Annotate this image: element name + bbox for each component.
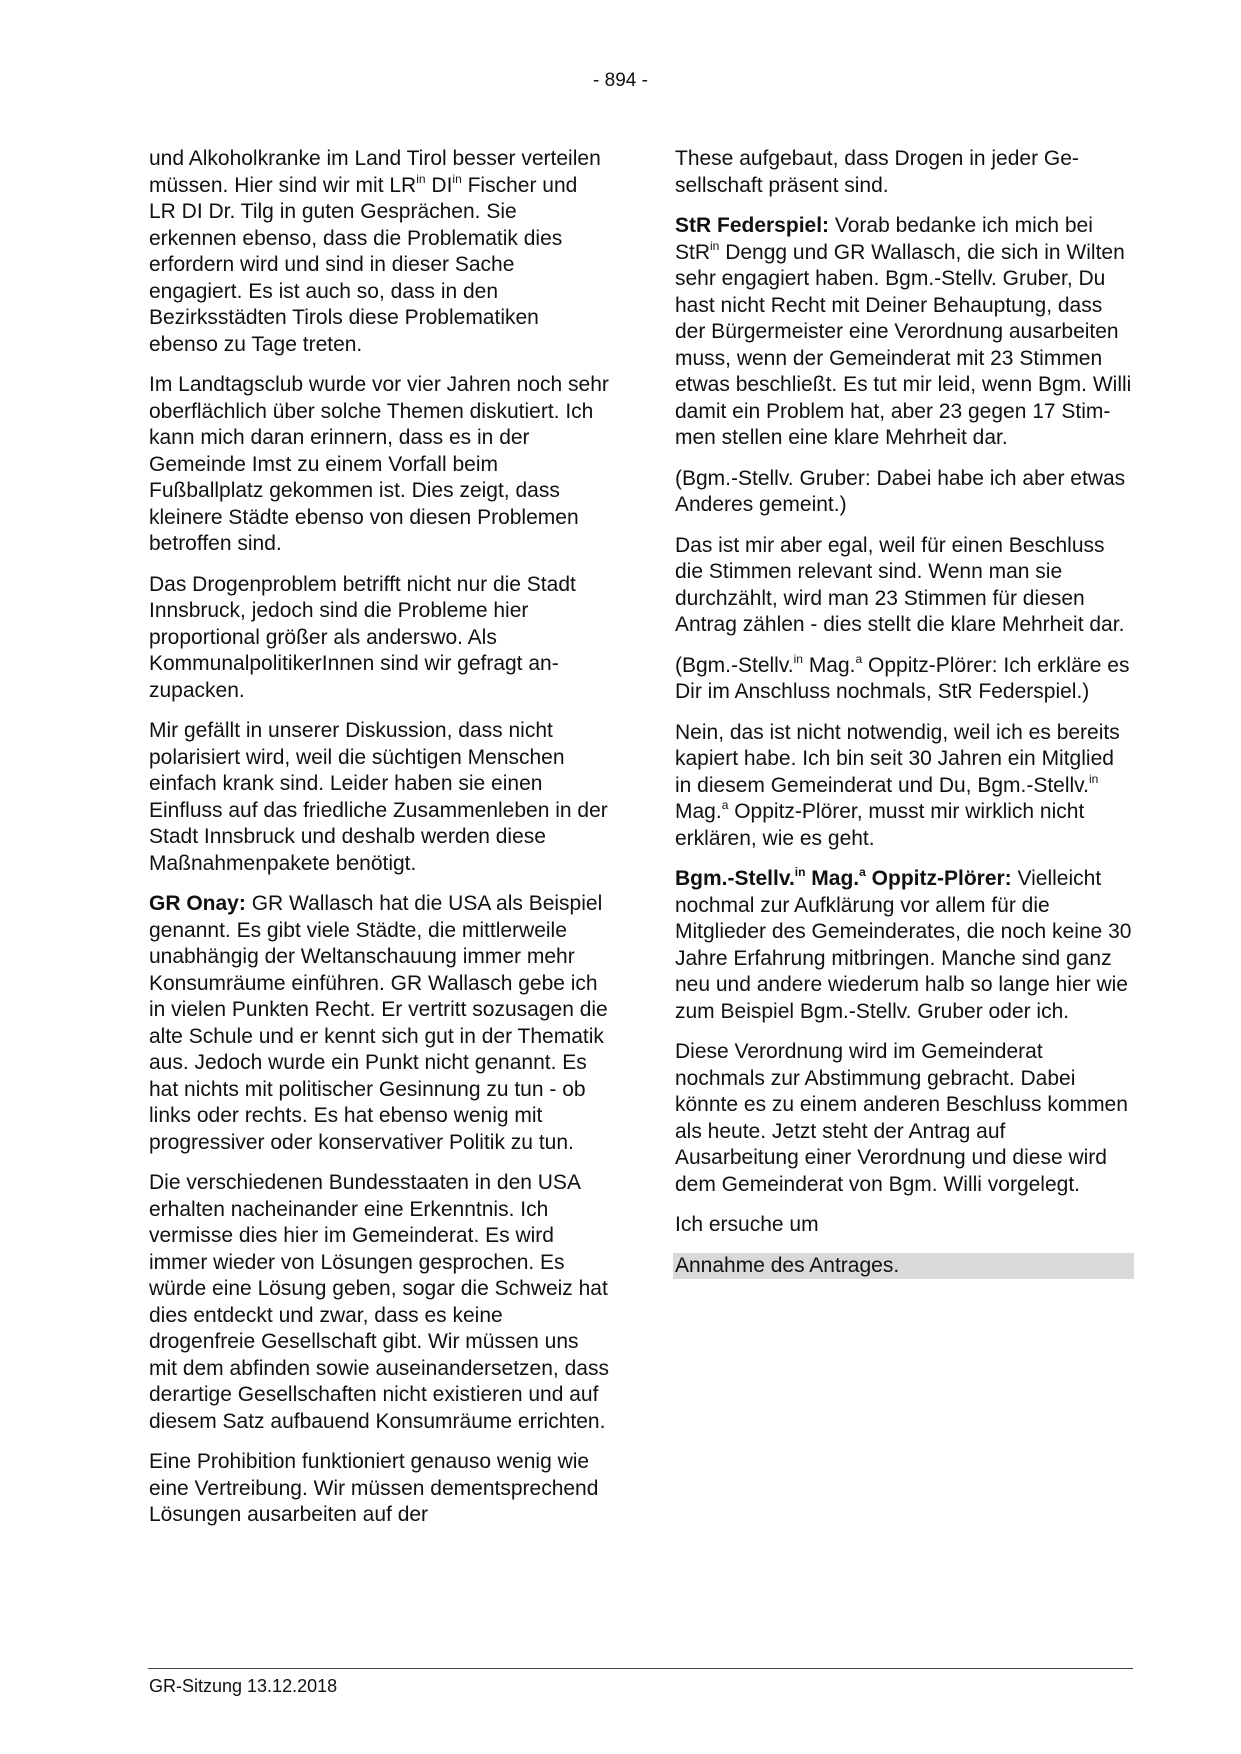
paragraph (149, 372, 609, 558)
left-column (149, 146, 609, 1543)
paragraph-text: (Bgm.-Stellv. Gruber: Dabei habe ich aber etwas Anderes gemeint.) (675, 466, 1126, 516)
paragraph-text: Das ist mir aber egal, weil für einen Beschluss die Stimmen relevant sind. Wenn man sie durchzählt, wird man 23 Stimmen für diesen Antrag zählen - dies stellt die klare Mehrheit dar. (675, 533, 1125, 636)
superscript-suffix: a (721, 798, 729, 812)
paragraph-text: Eine Prohibition funktioniert genauso wenig wie eine Vertreibung. Wir müssen dementsprechend Lösungen ausarbeiten auf der (149, 1450, 599, 1526)
paragraph-text: Oppitz-Plörer: Ich erkläre es Dir im Anschluss nochmals, StR Federspiel.) (675, 653, 1130, 703)
paragraph-text: DI (425, 173, 453, 197)
paragraph-text: GR Wallasch hat die USA als Beispiel genannt. Es gibt viele Städte, die mittlerweile unabhängig der Weltanschauung immer mehr Konsumräume einführen. GR Wallasch gebe ich in vielen Punkten Recht. Er vertritt sozusagen die alte Schule und er kennt sich gut in der Thematik aus. Jedoch wurde ein Punkt nicht genannt. Es hat nichts mit politischer Gesinnung zu tun - ob links oder rechts. Es hat ebenso wenig mit progressiver oder konservativer Politik zu tun. (149, 892, 608, 1154)
superscript-suffix: a (859, 865, 866, 879)
paragraph-text: Vorab bedanke ich mich bei StR (675, 214, 1093, 264)
paragraph-text: Fischer und LR DI Dr. Tilg in guten Gesprächen. Sie erkennen ebenso, dass die Problematik dies erfordern wird und sind in dieser Sache engagiert. Es ist auch so, dass in den Bezirksstädten Tirols diese Problematiken ebenso zu Tage treten. (149, 173, 578, 356)
paragraph (675, 653, 1132, 706)
paragraph (675, 466, 1132, 519)
paragraph (149, 891, 609, 1156)
paragraph (675, 533, 1132, 639)
highlighted-motion (673, 1253, 1134, 1280)
paragraph (675, 720, 1132, 853)
footer-session-date: GR-Sitzung 13.12.2018 (149, 1676, 338, 1696)
paragraph-text: Oppitz-Plörer, musst mir wirklich nicht erklären, wie es geht. (675, 800, 1085, 850)
paragraph-text: Das Drogenproblem betrifft nicht nur die Stadt Innsbruck, jedoch sind die Probleme hier proportional größer als anderswo. Als KommunalpolitikerInnen sind wir gefragt anzupacken. (149, 572, 576, 702)
speaker-name: Mag. (805, 867, 860, 890)
paragraph-text: These aufgebaut, dass Drogen in jeder Gesellschaft präsent sind. (675, 147, 1079, 197)
paragraph-text: Diese Verordnung wird im Gemeinderat nochmals zur Abstimmung gebracht. Dabei könnte es zu einem anderen Beschluss kommen als heute. Jetzt steht der Antrag auf Ausarbeitung einer Verordnung und diese wird dem Gemeinderat von Bgm. Willi vorgelegt. (675, 1040, 1128, 1196)
speaker-name: StR Federspiel: (675, 214, 830, 237)
paragraph-text: und Alkoholkranke im Land Tirol besser verteilen müssen. Hier sind wir mit LR (149, 147, 601, 197)
paragraph (149, 572, 609, 705)
right-column (675, 146, 1132, 1293)
superscript-suffix: in (452, 171, 462, 186)
paragraph (675, 1212, 1132, 1239)
paragraph (675, 146, 1132, 199)
paragraph (149, 146, 609, 358)
paragraph-text: Annahme des Antrages. (675, 1253, 900, 1277)
superscript-suffix: in (416, 171, 426, 186)
paragraph-text: Mag. (802, 653, 856, 677)
paragraph (675, 213, 1132, 452)
paragraph-text: Mag. (675, 800, 722, 823)
paragraph (675, 1039, 1132, 1198)
paragraph (149, 1170, 609, 1435)
superscript-suffix: in (710, 238, 720, 253)
paragraph-text: Ich ersuche um (675, 1213, 819, 1236)
paragraph-text: Vielleicht nochmal zur Aufklärung vor allem für die Mitglieder des Gemeinderates, die noch keine 30 Jahre Erfahrung mitbringen. Manche sind ganz neu und andere wiederum halb so lange hier wie zum Beispiel Bgm.-Stellv. Gruber oder ich. (675, 867, 1132, 1023)
paragraph-text: Die verschiedenen Bundesstaaten in den USA erhalten nacheinander eine Erkenntnis. Ich vermisse dies hier im Gemeinderat. Es wird immer wieder von Lösungen gesprochen. Es würde eine Lösung geben, sogar die Schweiz hat dies entdeckt und zwar, dass es keine drogenfreie Gesellschaft gibt. Wir müssen uns mit dem abfinden sowie auseinandersetzen, dass derartige Gesellschaften nicht existieren und auf diesem Satz aufbauend Konsumräume errichten. (149, 1171, 609, 1433)
footer-divider (148, 1668, 1133, 1669)
superscript-suffix: in (793, 651, 803, 666)
superscript-suffix: a (855, 651, 863, 666)
paragraph-text: Im Landtagsclub wurde vor vier Jahren noch sehr oberflächlich über solche Themen diskutiert. Ich kann mich daran erinnern, dass es in der Gemeinde Imst zu einem Vorfall beim Fußballplatz gekommen ist. Dies zeigt, dass kleinere Städte ebenso von diesen Problemen betroffen sind. (149, 373, 609, 555)
paragraph-text: Nein, das ist nicht notwendig, weil ich es bereits kapiert habe. Ich bin seit 30 Jahren ein Mitglied in diesem Gemeinderat und Du, Bgm.-Stellv. (675, 720, 1120, 797)
speaker-name: Oppitz-Plörer: (865, 867, 1012, 890)
paragraph-text: Dengg und GR Wallasch, die sich in Wilten sehr engagiert haben. Bgm.-Stellv. Gruber, Du hast nicht Recht mit Deiner Behauptung, dass der Bürgermeister eine Verordnung ausarbeiten muss, wenn der Gemeinderat mit 23 Stimmen etwas beschließt. Es tut mir leid, wenn Bgm. Willi damit ein Problem hat, aber 23 gegen 17 Stimmen stellen eine klare Mehrheit dar. (675, 240, 1132, 449)
superscript-suffix: in (794, 865, 806, 879)
speaker-name: Bgm.-Stellv. (675, 867, 795, 890)
paragraph-text: (Bgm.-Stellv. (675, 653, 794, 677)
paragraph-text: Mir gefällt in unserer Diskussion, dass nicht polarisiert wird, weil die süchtigen Menschen einfach krank sind. Leider haben sie einen Einfluss auf das friedliche Zusammenleben in der Stadt Innsbruck und deshalb werden diese Maßnahmenpakete benötigt. (149, 719, 608, 875)
speaker-name: GR Onay: (149, 892, 246, 915)
paragraph (149, 718, 609, 877)
paragraph (675, 1253, 1132, 1280)
superscript-suffix: in (1088, 771, 1099, 786)
paragraph (675, 866, 1132, 1025)
paragraph (149, 1449, 609, 1529)
page-number: - 894 - (593, 70, 648, 91)
